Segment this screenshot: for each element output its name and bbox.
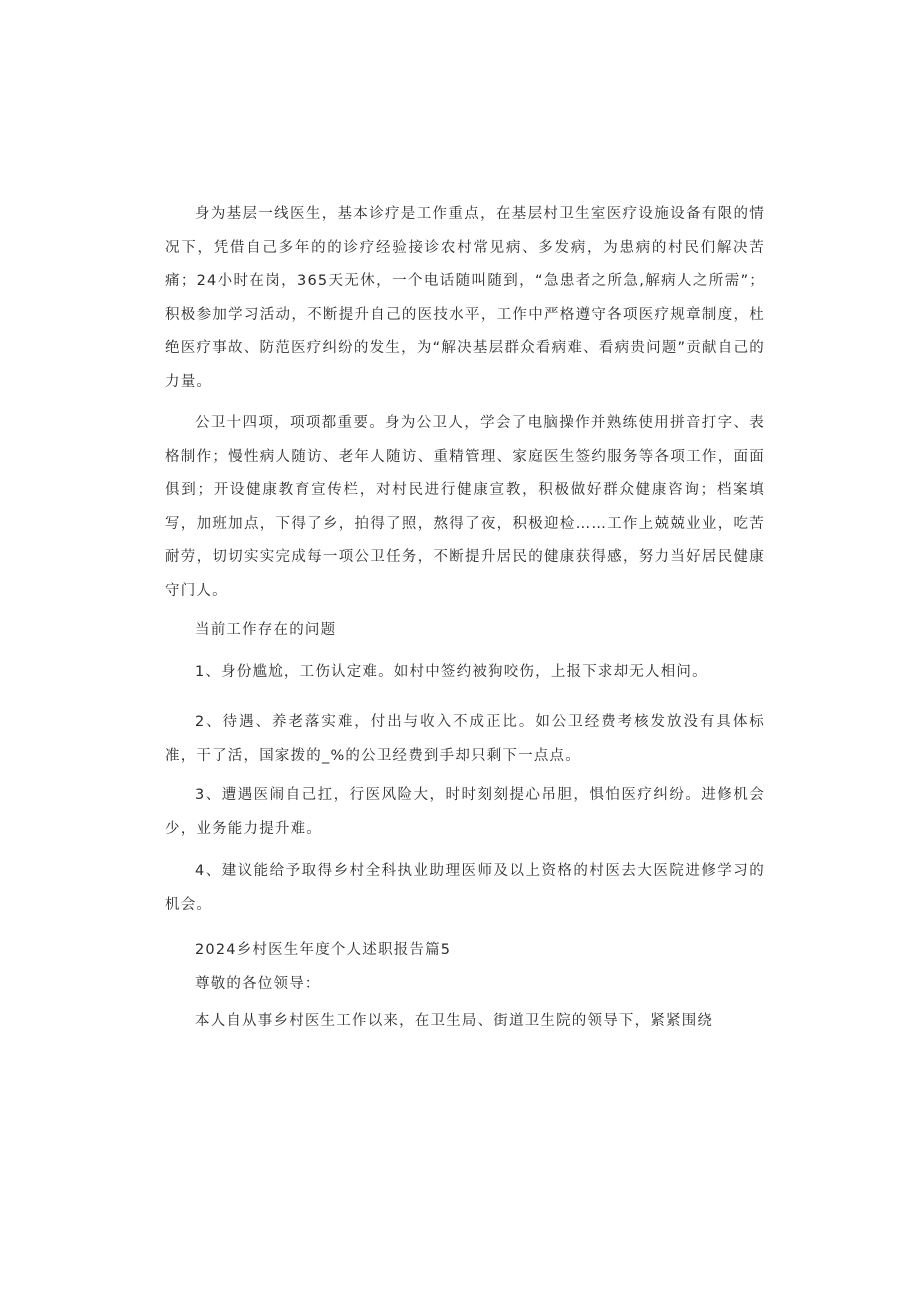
problem-item-4: 4、建议能给予取得乡村全科执业助理医师及以上资格的村医去大医院进修学习的机会。	[165, 863, 765, 913]
greeting-line: 尊敬的各位领导：	[195, 975, 321, 992]
problem-item-2: 2、待遇、养老落实难，付出与收入不成正比。如公卫经费考核发放没有具体标准，干了活，国家拨的_%的公卫经费到手却只剩下一点点。	[165, 714, 765, 764]
problem-item-1: 1、身份尴尬，工伤认定难。如村中签约被狗咬伤，上报下求却无人相问。	[195, 663, 708, 680]
intro-paragraph: 本人自从事乡村医生工作以来，在卫生局、街道卫生院的领导下，紧紧围绕	[195, 1013, 714, 1029]
problems-heading: 当前工作存在的问题	[195, 622, 337, 638]
report-title: 2024乡村医生年度个人述职报告篇5	[195, 942, 452, 958]
paragraph-public-health: 公卫十四项，项项都重要。身为公卫人，学会了电脑操作并熟练使用拼音打字、表格制作；慢性病人随访、老年人随访、重精管理、家庭医生签约服务等各项工作，面面俱到；开设健康教育宣传栏，对村民进行健康宣教，积极做好群众健康咨询；档案填写，加班加点，下得了乡，拍得了照，熬得了夜，积极迎检……工作上兢兢业业，吃苦耐劳，切切实实完成每一项公卫任务，不断提升居民的健康获得感，努力当好居民健康守门人。	[165, 415, 765, 599]
problem-item-3: 3、遭遇医闹自己扛，行医风险大，时时刻刻提心吊胆，惧怕医疗纠纷。进修机会少，业务能力提升难。	[165, 787, 765, 837]
paragraph-basic-diagnosis: 身为基层一线医生，基本诊疗是工作重点，在基层村卫生室医疗设施设备有限的情况下，凭借自己多年的的诊疗经验接诊农村常见病、多发病，为患病的村民们解决苦痛；24小时在岗，365天无休，一个电话随叫随到，“急患者之所急,解病人之所需”；积极参加学习活动，不断提升自己的医技水平，工作中严格遵守各项医疗规章制度，杜绝医疗事故、防范医疗纠纷的发生，为“解决基层群众看病难、看病贵问题”贡献自己的力量。	[165, 206, 765, 390]
document-body	[165, 198, 765, 1039]
